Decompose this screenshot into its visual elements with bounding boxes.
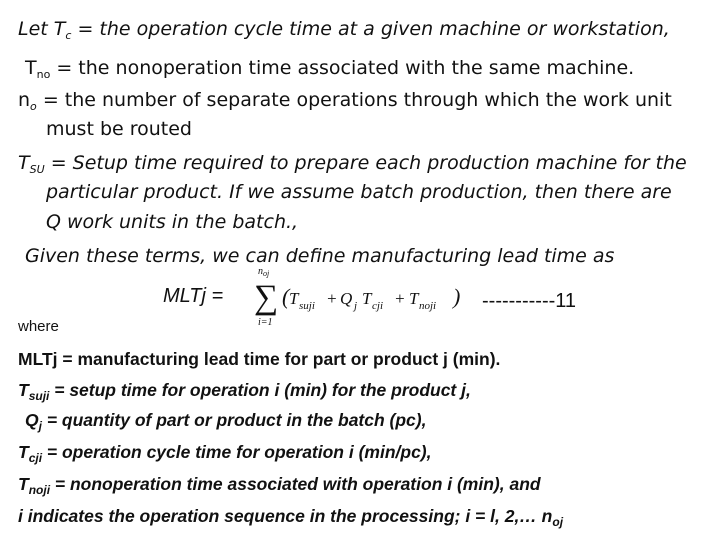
definition-i: [18, 504, 563, 534]
mlt-intro: Given these terms, we can define manufacturing lead time as: [25, 245, 615, 267]
t-cji-subscript: cji: [372, 300, 383, 312]
i-subscript: oj: [552, 515, 564, 529]
no-symbol: n: [18, 89, 31, 111]
tc-symbol: Let T: [18, 18, 66, 40]
definition-mltj: MLTj = manufacturing lead time for part or product j (min).: [18, 349, 501, 369]
sum-upper-limit: $n_{oj}$: [258, 266, 270, 278]
tnoji-symbol: T: [18, 474, 29, 494]
tsuji-text: = setup time for operation i (min) for the product j,: [49, 380, 471, 400]
tsu-symbol: T: [18, 152, 30, 174]
no-text: = the number of separate operations through which the work unit: [36, 89, 672, 111]
no-subscript: o: [30, 100, 37, 113]
qj-subscript: j: [38, 419, 42, 433]
definition-no-continued: must be routed: [46, 118, 192, 140]
q-symbol: Q: [340, 289, 353, 308]
tc-text: = the operation cycle time at a given machine or workstation,: [71, 18, 670, 40]
definition-qj: [25, 408, 426, 438]
left-paren: (: [282, 284, 290, 309]
formula-lhs: MLTj =: [163, 285, 224, 307]
right-paren: ): [453, 284, 461, 309]
sum-lower-limit: i=1: [258, 317, 273, 328]
tsuji-subscript: suji: [28, 389, 50, 403]
tsuji-symbol: T: [18, 380, 29, 400]
tno-subscript: no: [36, 68, 51, 81]
tsu-subscript: SU: [29, 163, 45, 176]
tnoji-subscript: noji: [28, 483, 51, 497]
qj-text: = quantity of part or product in the batch (pc),: [41, 410, 427, 430]
definition-no: [18, 88, 672, 119]
tno-text: = the nonoperation time associated with the same machine.: [50, 57, 635, 79]
mlt-formula: [252, 264, 477, 330]
tcji-text: = operation cycle time for operation i (min/pc),: [42, 442, 432, 462]
where-label: where: [18, 318, 59, 335]
i-text: i indicates the operation sequence in the processing; i = l, 2,… n: [18, 506, 553, 526]
tcji-subscript: cji: [28, 451, 43, 465]
definition-tsu: [18, 151, 687, 182]
definition-tc: [18, 17, 670, 48]
tsu-text: = Setup time required to prepare each production machine for the: [44, 152, 687, 174]
equation-number: -----------11: [482, 290, 577, 312]
t-suji-subscript: suji: [299, 300, 315, 312]
tno-symbol: T: [25, 57, 37, 79]
definition-tcji: [18, 440, 432, 470]
plus-sign-2: +: [394, 289, 406, 308]
tc-subscript: c: [65, 29, 72, 42]
definition-tnoji: [18, 472, 541, 502]
tnoji-text: = nonoperation time associated with operation i (min), and: [50, 474, 541, 494]
definition-tno: [25, 56, 634, 87]
qj-symbol: Q: [25, 410, 39, 430]
tcji-symbol: T: [18, 442, 29, 462]
t-noji-subscript: noji: [419, 300, 437, 312]
t-noji-symbol: T: [409, 289, 419, 308]
t-cji-symbol: T: [362, 289, 372, 308]
definition-tsu-continued-1: particular product. If we assume batch production, then there are: [46, 181, 672, 203]
definition-tsu-continued-2: Q work units in the batch.,: [46, 211, 299, 233]
q-subscript: j: [354, 300, 358, 312]
definition-tsuji: [18, 378, 471, 408]
t-suji-symbol: T: [289, 289, 299, 308]
plus-sign-1: +: [326, 289, 338, 308]
sigma-symbol: ∑: [254, 279, 279, 316]
